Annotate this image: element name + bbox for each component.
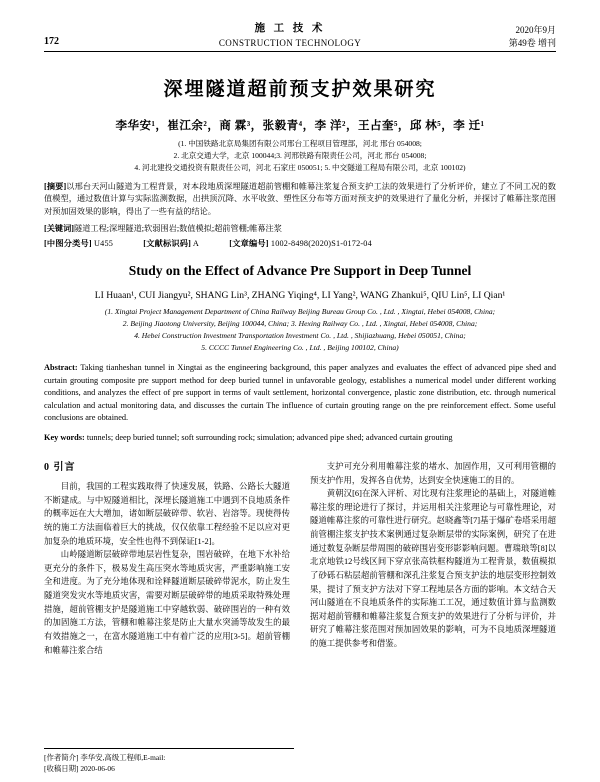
page-number: 172	[44, 35, 59, 47]
page-footer	[44, 748, 294, 774]
article-authors-en: LI Huaan¹, CUI Jiangyu², SHANG Lin³, ZHANG Yiqing⁴, LI Yang², WANG Zhankui⁵, QIU Lin⁵, LI Qian¹	[94, 289, 506, 301]
article-title-cn: 深埋隧道超前预支护效果研究	[163, 78, 437, 101]
paragraph: 黄朝汉[6]在深入评析、对比现有注浆理论的基础上，对隧道帷幕注浆的理论进行了探讨，并运用相关注浆理论与可靠性理论，对隧道帷幕注浆的可靠性进行研究。赵晓鑫等[7]基于爆矿卷塔采用超前管棚注浆支护技术案例通过复杂断层带的实际案例，研究了在进通过数复杂断层带周围的破碎围岩变形影影响问题。曹瑞琅等[8]以北京地铁12号线区间下穿京张高铁框构隧道为工程背景，数值模拟了砂砾石粘层超前管棚和深孔注浆复合预支护法的地层变形控制效果，提讨了预支护方法对下穿工程地层各方面的影响。本文结合天河山隧道在不良地质条件的实际施工工况，通过数值计算与监测数据对超前管棚和帷幕注浆复合预支护的效果进行了分析与评价，并研究了帷幕注浆范围对预加固效果的影响，可为不良地质深埋隧道的施工提供参考和借鉴。	[310, 489, 556, 648]
affiliation-en-line: 2. Beijing Jiaotong University, Beijing 100044, China; 3. Hexing Railway Co. , Ltd. , Xingtai, Hebei 054008, China;	[122, 318, 478, 328]
doc-code-value: A	[192, 238, 200, 248]
article-id-label: [文章编号]	[229, 238, 269, 248]
affiliation-cn-line: 2. 北京交通大学，北京 100044;3. 河邢铁路有限责任公司，河北 邢台 054008;	[173, 151, 427, 161]
paragraph: 支护可充分利用帷幕注浆的堵水、加固作用，又可利用管棚的预支护作用，发挥各自优势，达到安全快速施工的目的。	[310, 462, 556, 485]
abstract-cn-label: [摘要]	[44, 181, 67, 191]
journal-title-en: CONSTRUCTION TECHNOLOGY	[218, 38, 362, 49]
affiliations-en	[44, 306, 556, 355]
affiliation-en-line: (1. Xingtai Project Management Department of China Railway Beijing Bureau Group Co. , Ltd. , Xingtai, Hebei 054008, China;	[104, 306, 496, 316]
received-date: [收稿日期] 2020-06-06	[44, 763, 115, 773]
author-note: [作者简介] 李华安,高级工程师,E-mail:	[44, 752, 166, 762]
section-heading: 0 引言	[44, 462, 76, 474]
body-columns	[44, 460, 556, 657]
clc-value: U455	[94, 238, 114, 248]
keywords-en-text: tunnels; deep buried tunnel; soft surrounding rock; simulation; advanced pipe shed; advanced curtain grouting	[86, 432, 453, 442]
keywords-cn	[44, 222, 556, 235]
paragraph: 山岭隧道断层破碎带地层岩性复杂，围岩破碎，在地下水补给更充分的条件下，极易发生高压突水等地质灾害，严重影响施工安全和进度。为了充分地体现和诠释隧道断层破碎带泥水，防止发生隧道突发灾水等地质灾害，需要对断层破碎带的地质采取特殊处理措施，超前管棚支护是隧道施工中穿越软弱、破碎围岩的一种有效的加固施工方法，管棚和帷幕注浆是防止大量水突涌等故发生的最有效措施之一，在富水隧道施工中有着广泛的应用[3-5]。超前管棚和帷幕注浆合结	[44, 550, 290, 655]
journal-title-cn: 施 工 技 术	[254, 23, 326, 34]
abstract-en	[44, 362, 556, 424]
abstract-cn-text: 以邢台天河山隧道为工程背景，对本段地质深埋隧道超前管棚和帷幕注浆复合预支护工法的效果进行了分析评价，建立了不同工况的数值模型，通过数值计算与实际监测数据，出拱顶沉降、水平收敛、塑性区分布等方面对预支护的效果进行了量化分析，并探讨了帷幕注浆范围对预加固效果的影响，得出了一些有益的结论。	[44, 181, 556, 217]
affiliation-en-line: 5. CCCC Tunnel Engineering Co. , Ltd. , Beijing 100102, China)	[201, 343, 399, 353]
keywords-cn-text: 隧道工程;深埋隧道;软弱围岩;数值模拟;超前管棚;帷幕注浆	[74, 223, 282, 233]
journal-title	[134, 22, 446, 49]
issue-volume: 第49卷 增刊	[508, 37, 556, 48]
column-right	[310, 460, 556, 657]
issue-info	[446, 24, 556, 49]
abstract-en-label: Abstract:	[44, 363, 78, 373]
article-authors-cn: 李华安¹，崔江余²，商 霖³，张毅青⁴，李 洋²，王占奎⁵，邱 林⁵，李 迁¹	[115, 120, 485, 133]
keywords-cn-label: [关键词]	[44, 223, 75, 233]
keywords-en	[44, 432, 556, 444]
abstract-cn	[44, 181, 556, 219]
affiliation-en-line: 4. Hebei Construction Investment Transportation Investment Co. , Ltd. , Shijiazhuang, Hebei 050051, China;	[134, 331, 466, 341]
page-header	[44, 22, 556, 49]
keywords-en-label: Key words:	[44, 432, 85, 442]
doc-code-label: [文献标识码]	[143, 238, 192, 248]
article-title-en: Study on the Effect of Advance Pre Support in Deep Tunnel	[128, 262, 472, 278]
affiliations-cn	[44, 138, 556, 173]
column-left	[44, 460, 290, 657]
affiliation-cn-line: 4. 河北建投交通投资有限责任公司，河北 石家庄 050051; 5. 中交隧道工程局有限公司，北京 100102)	[134, 162, 466, 172]
clc-label: [中图分类号]	[44, 238, 92, 248]
classification-line	[44, 238, 556, 249]
issue-date: 2020年9月	[515, 25, 556, 36]
affiliation-cn-line: (1. 中国铁路北京局集团有限公司邢台工程项目管理部，河北 邢台 054008;	[178, 139, 422, 149]
paragraph: 目前，我国的工程实践取得了快速发展，铁路、公路长大隧道不断建成。与中短隧道相比，深埋长隧道施工中遇到不良地质条件的概率远在大大增加，诸如断层破碎带、软岩、岩溶等。现使得传统的施工方法面临着巨大的挑战，仅仅依靠工程经验不足以应对更加复杂的地质环境，安全性也得不到保证[1-2]。	[44, 482, 290, 546]
footer-divider	[44, 748, 294, 749]
abstract-en-text: Taking tianheshan tunnel in Xingtai as the engineering background, this paper analyzes and evaluates the effect of advanced pipe shed and curtain grouting composite pre support method for deep buried tunnel in unfavorable geology, establishes a numerical model under different working conditions, and analyzes the effect of pre support in terms of vault settlement, horizontal convergence, plastic zone distribution, etc. through numerical calculation and actual monitoring data, and discusses the curtain The influence of curtain grouting range on the pre reinforcement effect. Some useful conclusions are obtained.	[44, 363, 556, 423]
header-divider	[44, 51, 556, 52]
article-id-value: 1002-8498(2020)S1-0172-04	[270, 238, 372, 248]
